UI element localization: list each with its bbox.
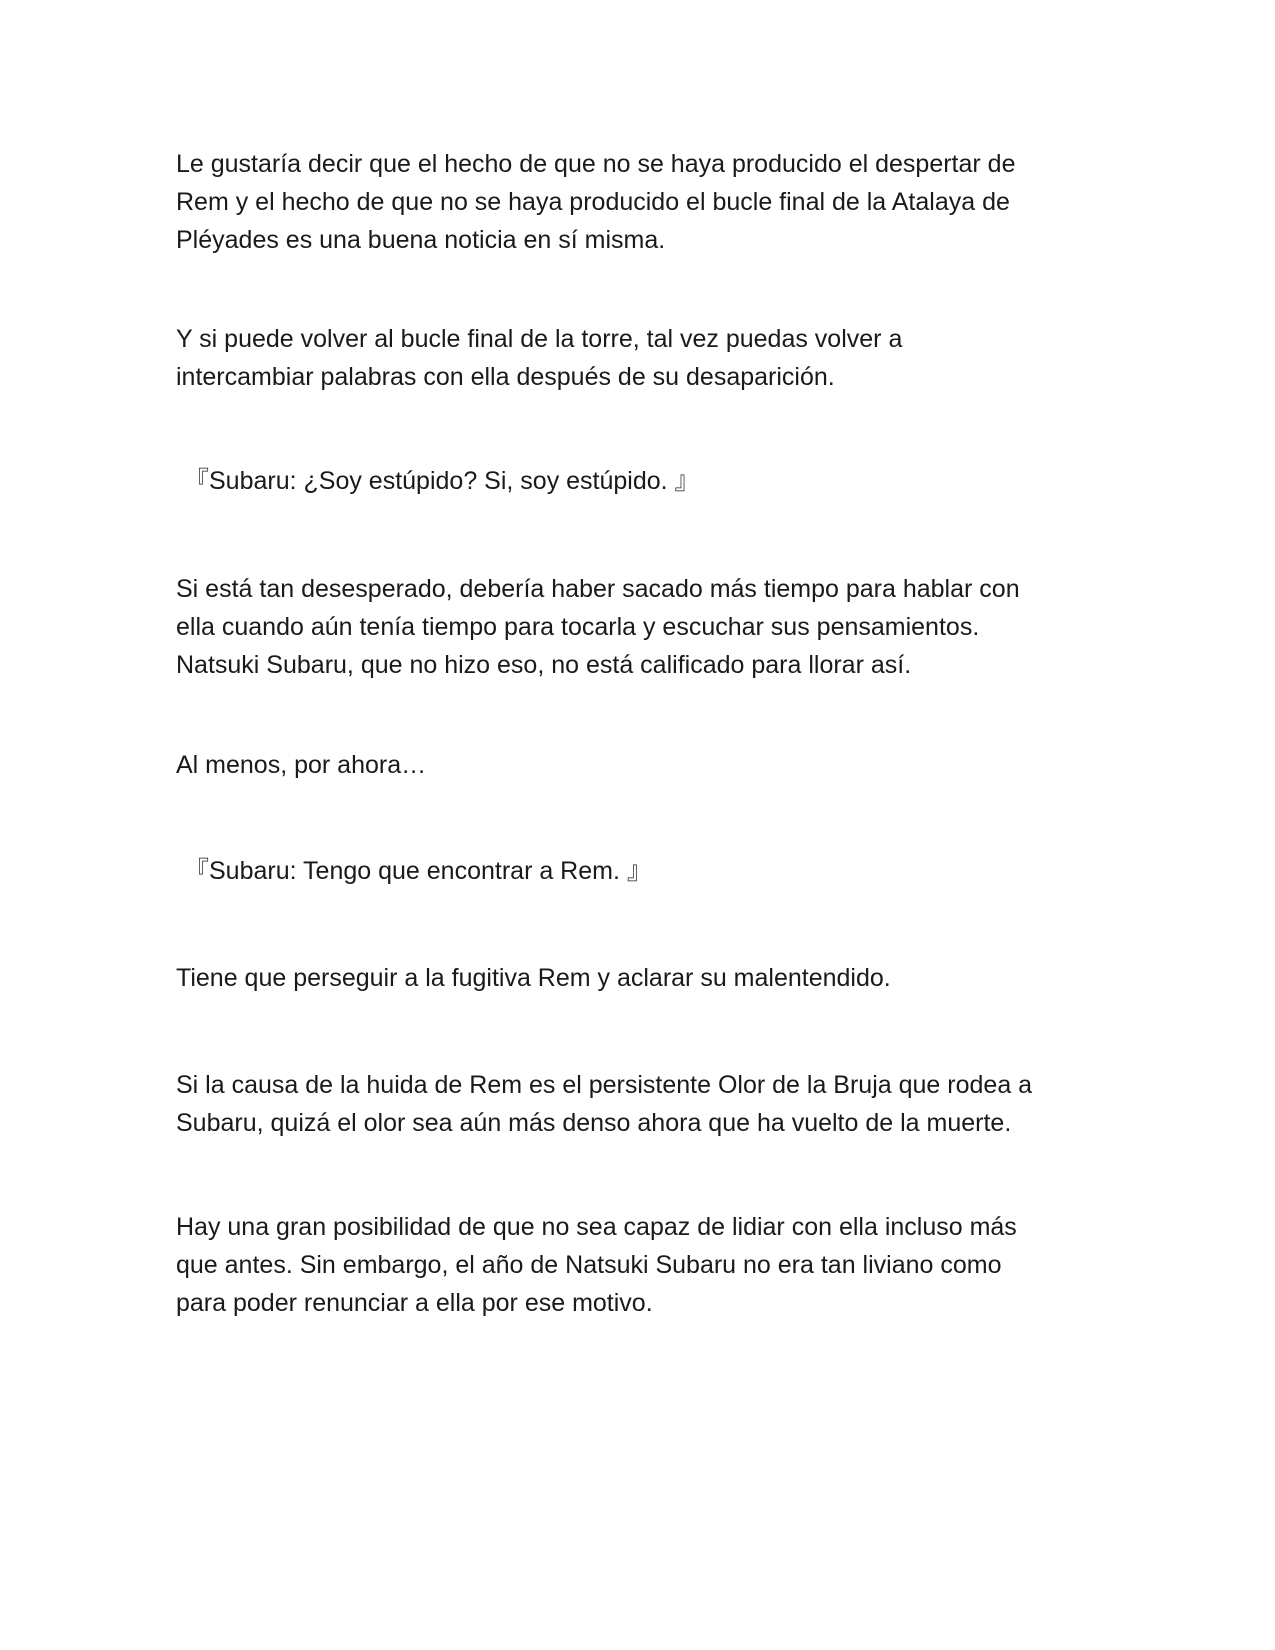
paragraph-4: Al menos, por ahora…	[176, 751, 427, 779]
dialogue-line-2: 『Subaru: Tengo que encontrar a Rem. 』	[184, 857, 652, 885]
paragraph-3: Si está tan desesperado, debería haber sacado más tiempo para hablar con ella cuando aún tenía tiempo para tocarla y escuchar sus pensamientos. Natsuki Subaru, que no hizo eso, no está calificado para llorar así.	[176, 575, 1020, 679]
paragraph-5: Tiene que perseguir a la fugitiva Rem y aclarar su malentendido.	[176, 964, 891, 992]
paragraph-1: Le gustaría decir que el hecho de que no se haya producido el despertar de Rem y el hecho de que no se haya producido el bucle final de la Atalaya de Pléyades es una buena noticia en sí misma.	[176, 150, 1016, 254]
paragraph-6: Si la causa de la huida de Rem es el persistente Olor de la Bruja que rodea a Subaru, quizá el olor sea aún más denso ahora que ha vuelto de la muerte.	[176, 1071, 1033, 1137]
dialogue-line-1: 『Subaru: ¿Soy estúpido? Si, soy estúpido. 』	[184, 467, 700, 495]
paragraph-7: Hay una gran posibilidad de que no sea capaz de lidiar con ella incluso más que antes. Sin embargo, el año de Natsuki Subaru no era tan liviano como para poder renunciar a ella por ese motivo.	[176, 1213, 1017, 1317]
paragraph-2: Y si puede volver al bucle final de la torre, tal vez puedas volver a intercambiar palabras con ella después de su desaparición.	[176, 325, 903, 391]
